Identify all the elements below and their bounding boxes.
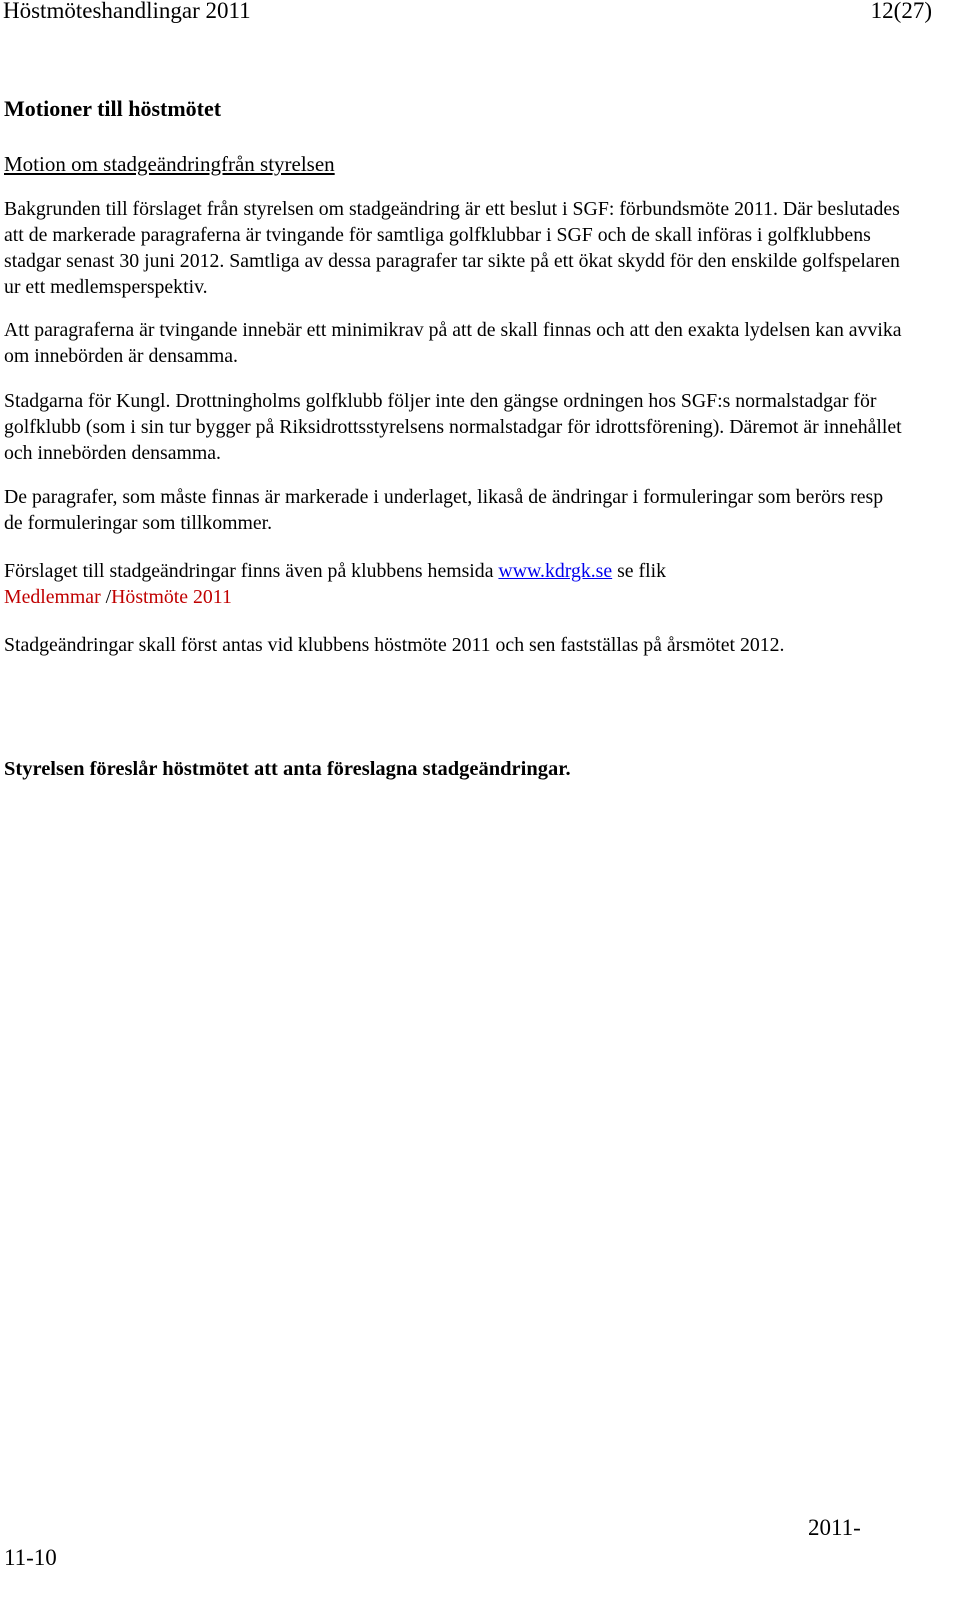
paragraph-website [4, 558, 904, 610]
tab-hostmote-text: Höstmöte 2011 [111, 586, 232, 608]
section-heading: Motioner till höstmötet [4, 96, 222, 121]
tab-medlemmar-text: Medlemmar [4, 586, 101, 608]
paragraph-adoption: Stadgeändringar skall först antas vid klubbens höstmöte 2011 och sen fastställas på årsmötet 2012. [4, 634, 785, 656]
footer-date-year: 2011- [808, 1515, 861, 1540]
paragraph-marked: De paragrafer, som måste finnas är markerade i underlaget, likaså de ändringar i formuleringar som berörs resp de formuleringar som tillkommer. [4, 486, 884, 534]
paragraph-statutes: Stadgarna för Kungl. Drottningholms golfklubb följer inte den gängse ordningen hos SGF:s normalstadgar för golfklubb (som i sin tur bygger på Riksidrottsstyrelsens normalstadgar för idrottsförening). Däremot är innehållet och innebörden densamma. [4, 390, 902, 464]
paragraph-background: Bakgrunden till förslaget från styrelsen om stadgeändring är ett beslut i SGF: förbundsmöte 2011. Där beslutades att de markerade paragraferna är tvingande för samtliga golfklubbar i SGF och de skall införas i golfklubbens stadgar senast 30 juni 2012. Samtliga av dessa paragrafer tar sikte på ett ökat skydd för den enskilde golfspelaren ur ett medlemsperspektiv. [4, 198, 900, 298]
paragraph-mandatory: Att paragraferna är tvingande innebär ett minimikrav på att de skall finnas och att den exakta lydelsen kan avvika om innebörden är densamma. [4, 319, 902, 367]
separator-slash: / [100, 586, 112, 608]
page-number: 12(27) [870, 0, 932, 23]
board-proposal-statement: Styrelsen föreslår höstmötet att anta föreslagna stadgeändringar. [4, 758, 571, 780]
website-link[interactable]: www.kdrgk.se [498, 560, 613, 582]
footer-date-day: 11-10 [4, 1545, 57, 1570]
website-text-before: Förslaget till stadgeändringar finns även på klubbens hemsida [4, 560, 499, 582]
document-header-title: Höstmöteshandlingar 2011 [3, 0, 251, 23]
website-text-after: se flik [612, 560, 666, 582]
motion-subheading: Motion om stadgeändringfrån styrelsen [4, 152, 335, 176]
